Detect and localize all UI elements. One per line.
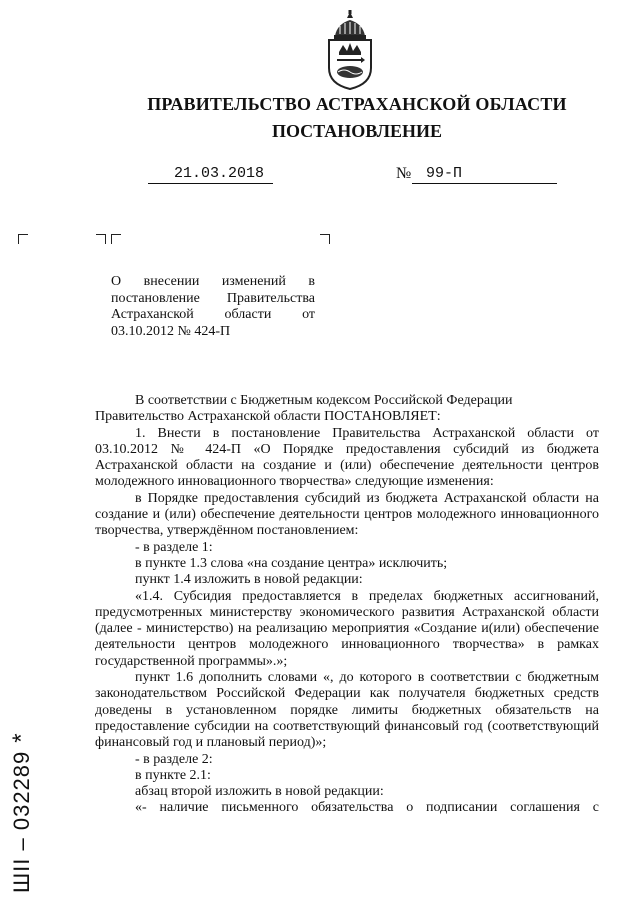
document-subject	[111, 274, 315, 340]
body-paragraph: - в разделе 2:	[135, 751, 213, 767]
document-body	[95, 393, 599, 817]
body-paragraph: в пункте 1.3 слова «на создание центра» исключить;	[135, 555, 448, 571]
document-date: 21.03.2018	[174, 165, 265, 182]
asterisk-mark: *	[8, 732, 35, 743]
body-paragraph: абзац второй изложить в новой редакции:	[135, 784, 384, 800]
serial-stamp	[8, 732, 36, 893]
astrakhan-coat-of-arms-icon	[323, 10, 377, 90]
serial-number: ШII – 032289	[9, 750, 34, 893]
corner-mark	[18, 234, 28, 244]
subject-line: Астраханской области от	[111, 307, 315, 322]
corner-mark	[320, 234, 330, 244]
document-type: ПОСТАНОВЛЕНИЕ	[271, 121, 443, 141]
number-label: №	[396, 165, 412, 182]
subject-line: О внесении изменений в	[111, 274, 315, 289]
body-paragraph: «1.4. Субсидия предоставляется в пределах бюджетных ассигнований, предусмотренных министерству экономического развития Астраханской области (далее - министерство) на реализацию мероприятия «Создание и(или) обеспечение деятельности центров молодежного инновационного творчества» в рамках государственной программы».»;	[95, 588, 599, 669]
body-paragraph: в пункте 2.1:	[135, 767, 211, 783]
subject-line: постановление Правительства	[111, 290, 315, 306]
date-field	[148, 167, 273, 184]
body-paragraph: - в разделе 1:	[135, 539, 213, 555]
document-number: 99-П	[426, 165, 463, 182]
number-field	[412, 167, 557, 184]
subject-line: 03.10.2012 № 424-П	[111, 323, 231, 339]
corner-mark	[111, 234, 121, 244]
government-title: ПРАВИТЕЛЬСТВО АСТРАХАНСКОЙ ОБЛАСТИ	[147, 94, 567, 114]
body-paragraph: Правительство Астраханской области ПОСТАНОВЛЯЕТ:	[95, 409, 441, 425]
corner-mark	[96, 234, 106, 244]
body-paragraph: В соответствии с Бюджетным кодексом Российской Федерации	[135, 393, 513, 408]
body-paragraph: в Порядке предоставления субсидий из бюджета Астраханской области на создание и (или) обеспечение деятельности центров молодежного инновационного творчества, утверждённом постановлением:	[95, 490, 599, 539]
body-paragraph: 1. Внести в постановление Правительства Астраханской области от 03.10.2012 № 424-П «О Порядке предоставления субсидий из бюджета Астраханской области на создание и (или) обеспечение деятельности центров молодежного инновационного творчества» следующие изменения:	[95, 425, 599, 490]
body-paragraph: пункт 1.4 изложить в новой редакции:	[135, 572, 363, 588]
body-paragraph: «- наличие письменного обязательства о подписании соглашения с	[135, 800, 599, 816]
body-paragraph: пункт 1.6 дополнить словами «, до которого в соответствии с бюджетным законодательством Российской Федерации как получателя бюджетных средств доведены в установленном порядке лимиты бюджетных обязательств на предоставление субсидии на соответствующий финансовый год (соответствующий финансовый год и плановый период)»;	[95, 670, 599, 751]
